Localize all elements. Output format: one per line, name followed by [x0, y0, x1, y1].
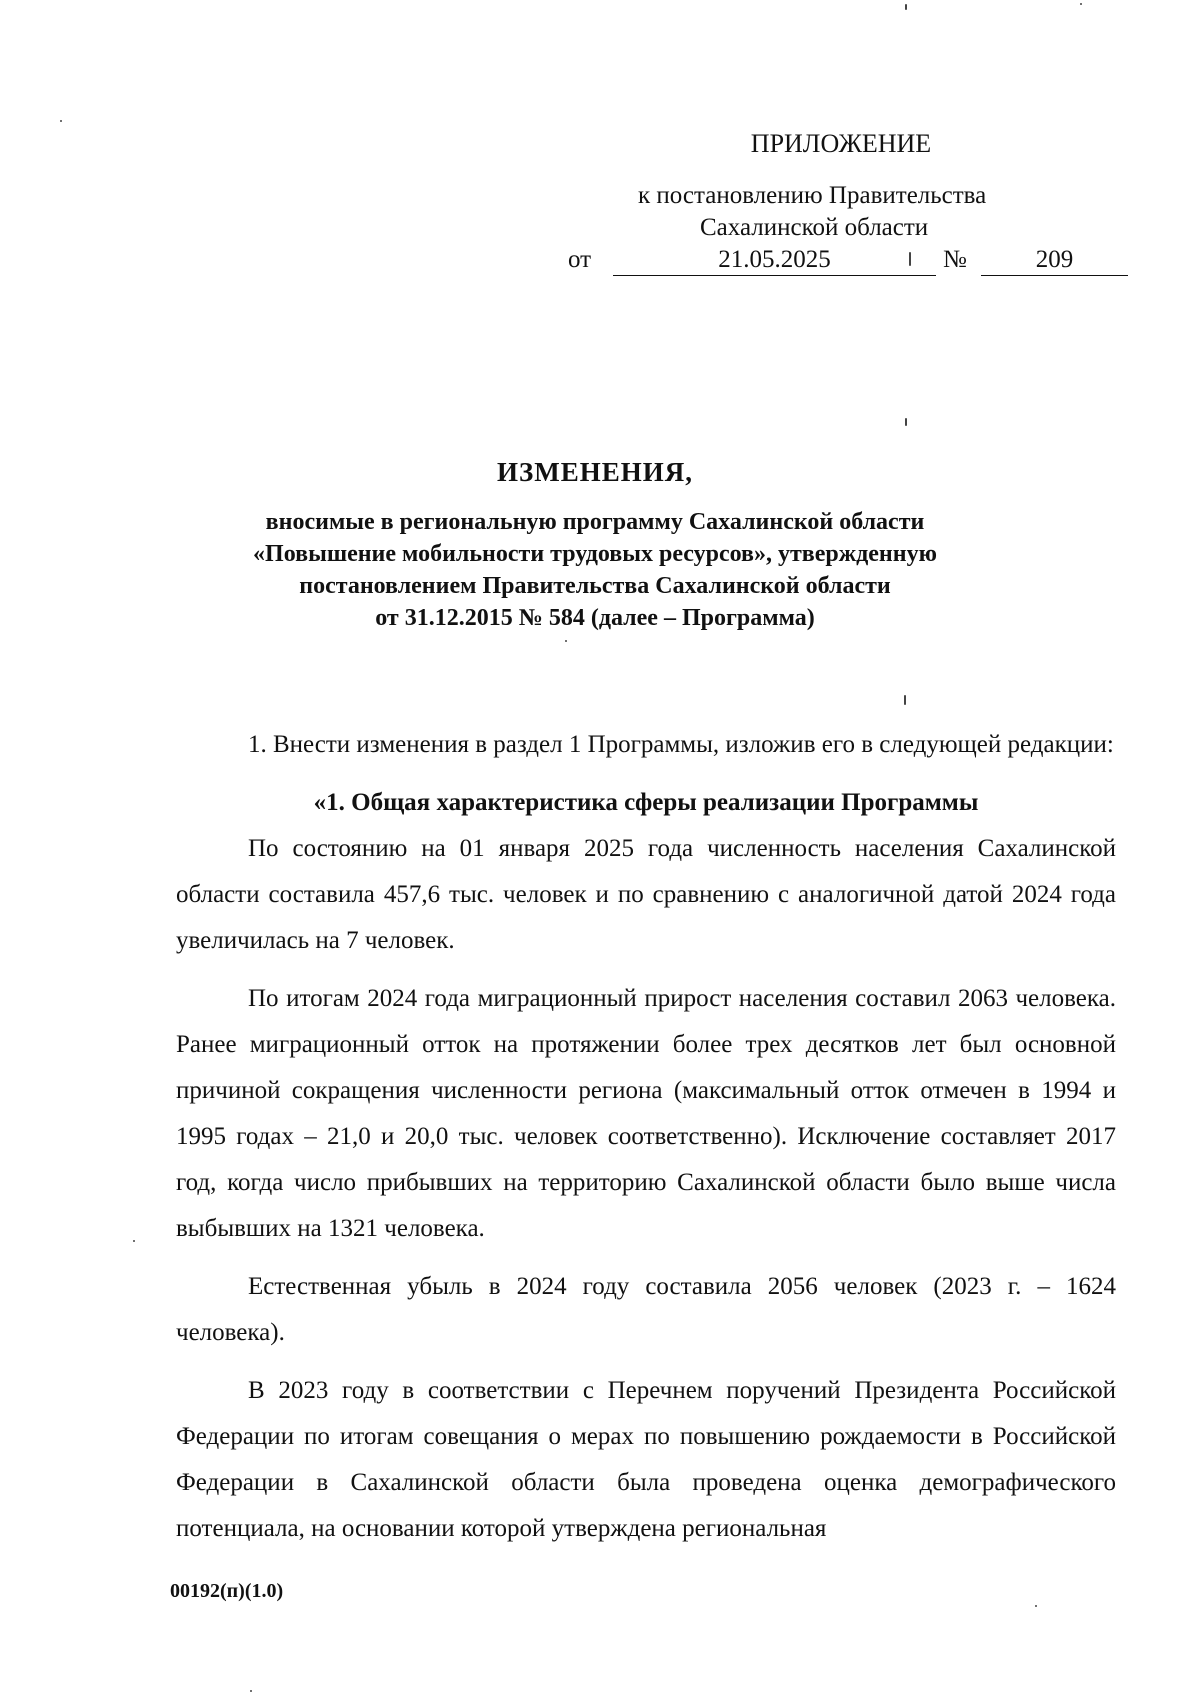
- body-paragraph: По состоянию на 01 января 2025 года численность населения Сахалинской области составила 457,6 тыс. человек и по сравнению с аналогичной датой 2024 года увеличилась на 7 человек.: [176, 835, 1116, 954]
- appendix-title: ПРИЛОЖЕНИЕ: [750, 129, 932, 158]
- document-heading: [160, 454, 1030, 634]
- scan-speck: [905, 4, 907, 10]
- scan-speck: [60, 120, 62, 122]
- scan-speck: [905, 418, 907, 426]
- appendix-region-line: Сахалинской области: [700, 214, 929, 241]
- scan-speck: [250, 1690, 252, 1692]
- document-body: [176, 722, 1116, 1564]
- scan-speck: [904, 695, 906, 705]
- heading-subtitle-line: «Повышение мобильности трудовых ресурсов», утвержденную: [253, 541, 937, 567]
- number-label: №: [943, 246, 967, 273]
- scan-speck: [1080, 3, 1082, 5]
- body-paragraph: Естественная убыль в 2024 году составила 2056 человек (2023 г. – 1624 человека).: [176, 1273, 1116, 1346]
- heading-subtitle-line: от 31.12.2015 № 584 (далее – Программа): [375, 605, 815, 631]
- appendix-resolution-line: к постановлению Правительства: [638, 182, 987, 209]
- scan-speck: [1035, 1605, 1037, 1607]
- appendix-reference: [568, 244, 1120, 278]
- scan-speck: [565, 640, 567, 642]
- heading-title: ИЗМЕНЕНИЯ,: [496, 457, 693, 487]
- body-paragraph: По итогам 2024 года миграционный прирост населения составил 2063 человека. Ранее миграционный отток на протяжении более трех десятков лет был основной причиной сокращения численности региона (максимальный отток отмечен в 1994 и 1995 годах – 21,0 и 20,0 тыс. человек соответственно). Исключение составляет 2017 год, когда число прибывших на территорию Сахалинской области было выше числа выбывших на 1321 человека.: [176, 985, 1116, 1242]
- heading-subtitle-line: вносимые в региональную программу Сахалинской области: [265, 509, 925, 535]
- heading-subtitle-line: постановлением Правительства Сахалинской области: [299, 573, 891, 599]
- scan-speck: [909, 252, 911, 266]
- scan-speck: [133, 1240, 135, 1242]
- from-label: от: [568, 246, 592, 273]
- body-paragraph: В 2023 году в соответствии с Перечнем поручений Президента Российской Федерации по итогам совещания о мерах по повышению рождаемости в Российской Федерации в Сахалинской области была проведена оценка демографического потенциала, на основании которой утверждена региональная: [176, 1377, 1116, 1542]
- resolution-number: 209: [981, 244, 1128, 276]
- resolution-date: 21.05.2025: [613, 244, 936, 276]
- body-paragraph: 1. Внести изменения в раздел 1 Программы, изложив его в следующей редакции:: [248, 731, 1114, 758]
- document-code: 00192(п)(1.0): [170, 1580, 284, 1602]
- section-title: «1. Общая характеристика сферы реализации Программы: [313, 789, 979, 816]
